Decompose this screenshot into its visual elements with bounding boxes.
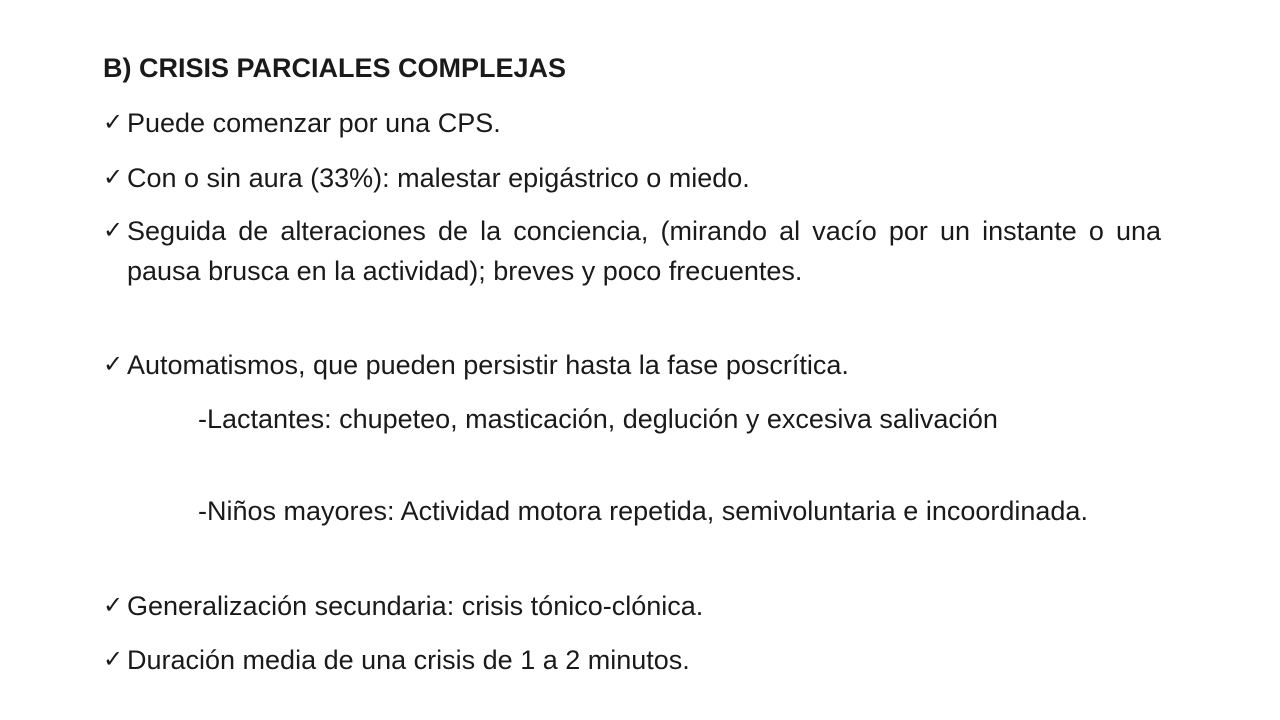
bullet-text: Seguida de alteraciones de la conciencia, (mirando al vacío por un instante o una pausa brusca en la actividad); breves y poco frecuentes.	[127, 216, 1161, 286]
bullet-item	[103, 211, 1161, 291]
bullet-item	[103, 586, 1161, 626]
bullet-item	[103, 158, 1161, 198]
bullet-item	[103, 640, 1161, 680]
check-mark-icon: ✓	[103, 351, 124, 378]
check-mark-icon: ✓	[103, 164, 124, 191]
bullet-text: Automatismos, que pueden persistir hasta la fase poscrítica.	[127, 350, 849, 380]
bullet-text: Generalización secundaria: crisis tónico-clónica.	[127, 591, 704, 621]
bullet-text: Duración media de una crisis de 1 a 2 minutos.	[127, 645, 690, 675]
check-mark-icon: ✓	[103, 217, 124, 244]
sub-item: -Lactantes: chupeteo, masticación, deglución y excesiva salivación	[198, 404, 998, 434]
bullet-item	[103, 345, 1161, 385]
bullet-text: Puede comenzar por una CPS.	[127, 108, 501, 138]
slide-title: B) CRISIS PARCIALES COMPLEJAS	[103, 53, 567, 83]
check-mark-icon: ✓	[103, 646, 124, 673]
check-mark-icon: ✓	[103, 592, 124, 619]
bullet-text: Con o sin aura (33%): malestar epigástrico o miedo.	[127, 163, 750, 193]
sub-item: -Niños mayores: Actividad motora repetida, semivoluntaria e incoordinada.	[198, 496, 1088, 526]
bullet-item	[103, 103, 1161, 143]
check-mark-icon: ✓	[103, 109, 124, 136]
